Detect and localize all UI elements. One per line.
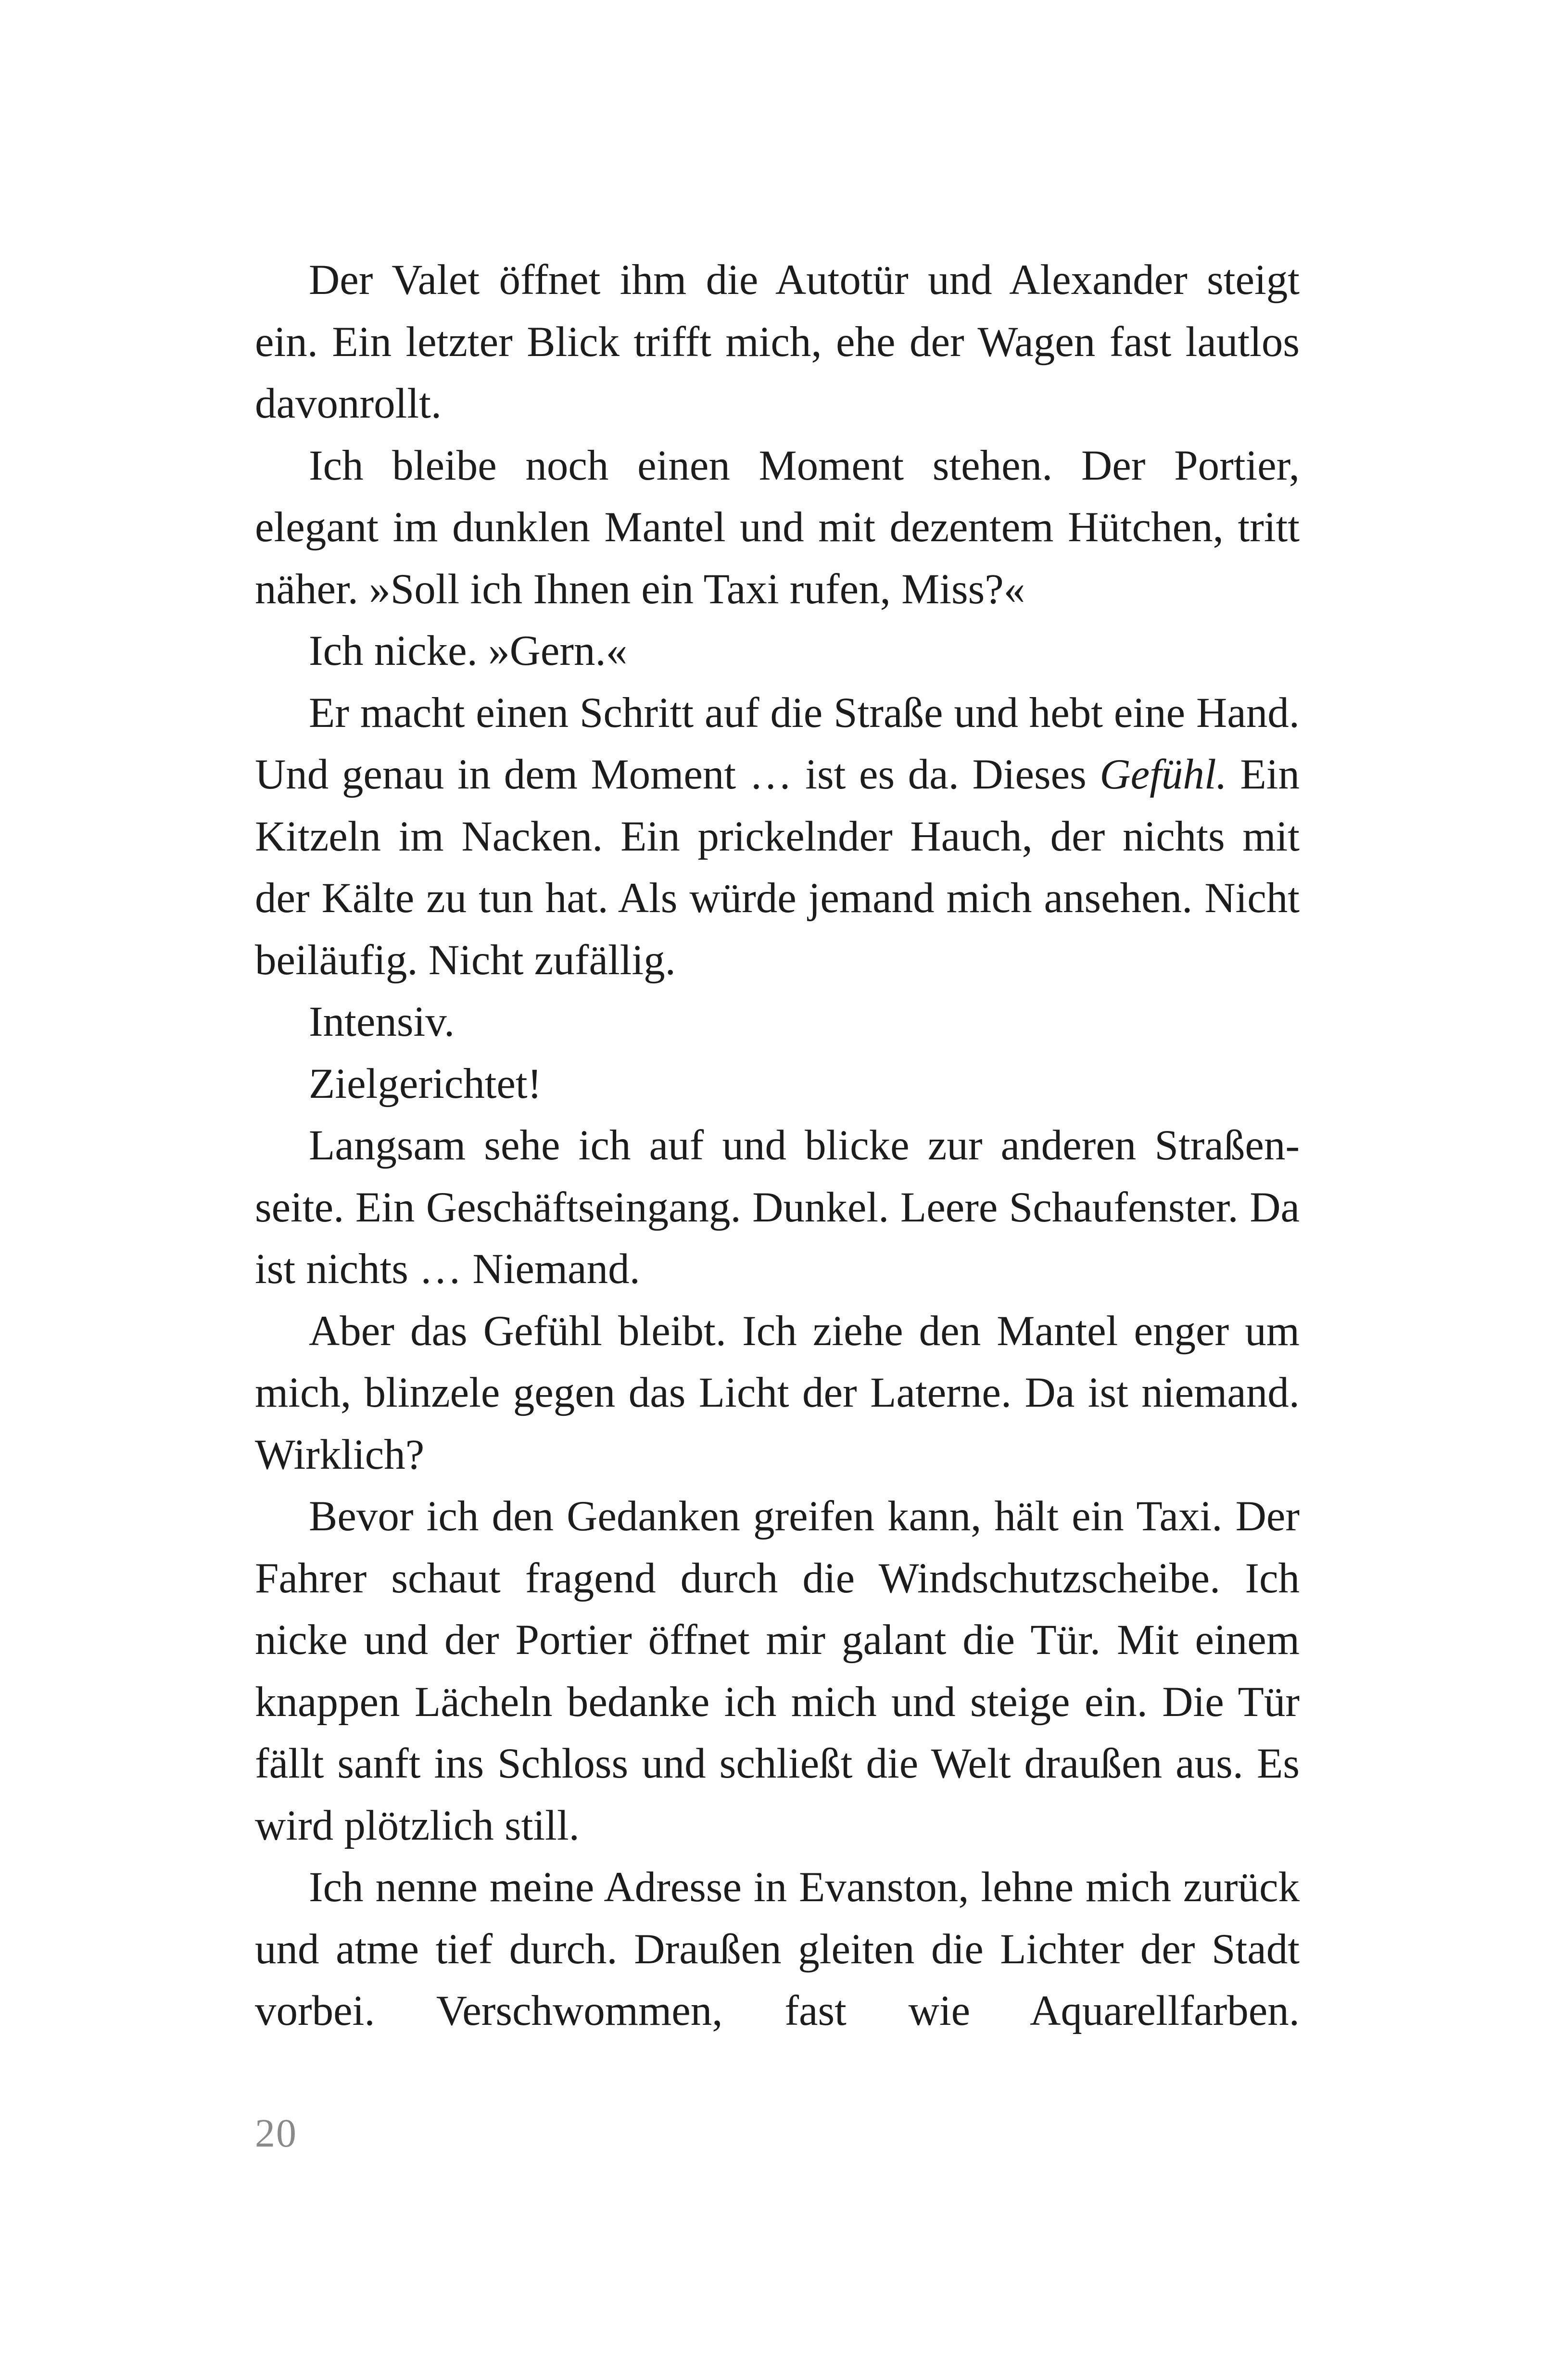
paragraph: Der Valet öffnet ihm die Autotür und Alexander steigt ein. Ein letzter Blick trifft mich, ehe der Wagen fast lautlos davonrollt. [255, 256, 1300, 427]
paragraph: Ich nicke. »Gern.« [309, 627, 628, 674]
paragraph: Langsam sehe ich auf und blicke zur anderen Straßenseite. Ein Geschäftseingang. Dunkel. Leere Schaufenster. Da ist nichts … Niemand. [255, 1122, 1300, 1293]
paragraph: Ich nenne meine Adresse in Evanston, lehne mich zurück und atme tief durch. Draußen gleiten die Lichter der Stadt vorbei. Verschwommen, fast wie Aquarellfarben. [255, 1864, 1300, 2034]
paragraph [255, 682, 1300, 991]
paragraph-text: Er macht einen Schritt auf die Straße und hebt eine Hand. Und genau in dem Moment … ist es da. Dieses [255, 689, 1300, 798]
paragraph: Ich bleibe noch einen Moment stehen. Der Portier, elegant im dunklen Mantel und mit dezentem Hütchen, tritt näher. »Soll ich Ihnen ein Taxi rufen, Miss?« [255, 442, 1300, 613]
paragraph-text: Ein Kitzeln im Nacken. Ein prickelnder Hauch, der nichts mit der Kälte zu tun hat. Als würde jemand mich ansehen. Nicht beiläufig. Nicht zufällig. [255, 751, 1300, 984]
body-text [255, 249, 1300, 2042]
paragraph: Bevor ich den Gedanken greifen kann, hält ein Taxi. Der Fahrer schaut fragend durch die Windschutzscheibe. Ich nicke und der Portier öffnet mir galant die Tür. Mit einem knappen Lächeln bedanke ich mich und steige ein. Die Tür fällt sanft ins Schloss und schließt die Welt draußen aus. Es wird plötzlich still. [255, 1493, 1300, 1849]
emphasized-word: Gefühl. [1100, 751, 1227, 798]
paragraph: Zielgerichtet! [309, 1060, 542, 1107]
page-number: 20 [255, 2111, 297, 2156]
paragraph: Intensiv. [309, 998, 455, 1045]
paragraph: Aber das Gefühl bleibt. Ich ziehe den Mantel enger um mich, blinzele gegen das Licht der Laterne. Da ist niemand. Wirklich? [255, 1307, 1300, 1478]
